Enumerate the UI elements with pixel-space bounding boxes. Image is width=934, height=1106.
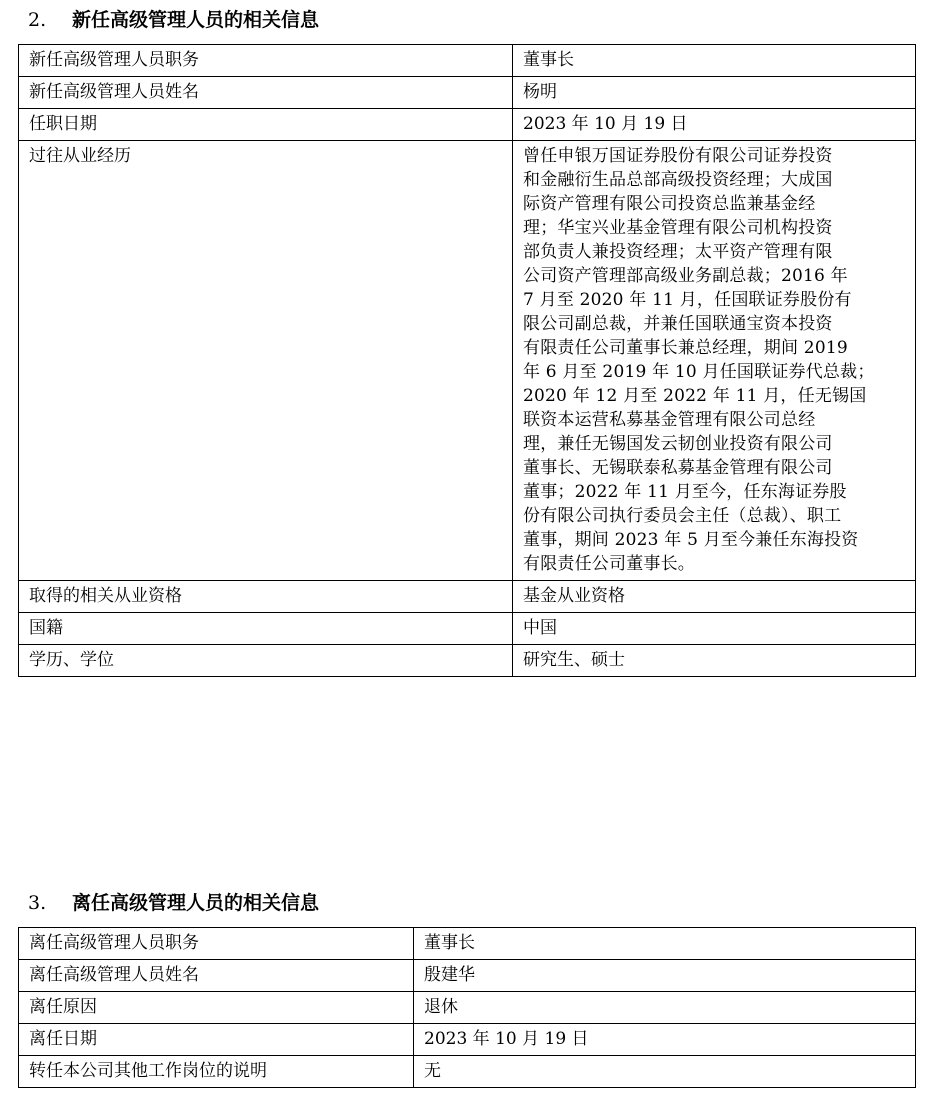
history-line: 年 6 月至 2019 年 10 月任国联证券代总裁； [523,362,875,382]
table-row [19,77,916,109]
history-line: 联资本运营私募基金管理有限公司总经 [523,410,816,430]
row-label: 新任高级管理人员姓名 [19,77,513,109]
row-value: 董事长 [513,45,916,77]
section-3-heading [28,891,319,915]
row-value: 无 [414,1056,916,1088]
section-number: 2. [28,9,47,31]
row-label: 过往从业经历 [19,141,513,581]
section-2-heading [28,8,319,32]
row-value: 中国 [513,613,916,645]
history-line: 董事，期间 2023 年 5 月至今兼任东海投资 [523,530,859,550]
row-value: 基金从业资格 [513,581,916,613]
section-number: 3. [28,892,47,914]
new-manager-table [18,44,916,677]
row-label: 国籍 [19,613,513,645]
history-line: 2020 年 12 月至 2022 年 11 月，任无锡国 [523,386,867,406]
departing-manager-table [18,927,916,1088]
career-history-value [513,141,916,581]
row-label: 取得的相关从业资格 [19,581,513,613]
history-line: 董事长、无锡联泰私募基金管理有限公司 [523,458,833,478]
history-line: 限公司副总裁，并兼任国联通宝资本投资 [523,314,833,334]
history-line: 董事；2022 年 11 月至今，任东海证券股 [523,482,847,502]
history-line: 有限责任公司董事长。 [523,554,695,574]
table-row [19,45,916,77]
row-value: 2023 年 10 月 19 日 [414,1024,916,1056]
table-row [19,613,916,645]
section-title: 离任高级管理人员的相关信息 [72,892,320,914]
row-label: 学历、学位 [19,645,513,677]
row-value: 研究生、硕士 [513,645,916,677]
row-label: 离任高级管理人员姓名 [19,960,414,992]
table-row [19,1056,916,1088]
row-label: 离任日期 [19,1024,414,1056]
history-line: 理；华宝兴业基金管理有限公司机构投资 [523,218,833,238]
table-row [19,992,916,1024]
row-value: 退休 [414,992,916,1024]
history-line: 有限责任公司董事长兼总经理，期间 2019 [523,338,848,358]
row-value: 杨明 [513,77,916,109]
table-row [19,1024,916,1056]
row-label: 转任本公司其他工作岗位的说明 [19,1056,414,1088]
row-label: 新任高级管理人员职务 [19,45,513,77]
history-line: 际资产管理有限公司投资总监兼基金经 [523,194,816,214]
row-value: 董事长 [414,928,916,960]
table-row [19,960,916,992]
table-row [19,928,916,960]
history-line: 部负责人兼投资经理；太平资产管理有限 [523,242,833,262]
history-line: 理，兼任无锡国发云韧创业投资有限公司 [523,434,833,454]
table-row [19,645,916,677]
row-value: 2023 年 10 月 19 日 [513,109,916,141]
section-title: 新任高级管理人员的相关信息 [72,9,320,31]
history-line: 曾任申银万国证券股份有限公司证券投资 [523,146,833,166]
history-line: 份有限公司执行委员会主任（总裁）、职工 [523,506,842,526]
history-line: 和金融衍生品总部高级投资经理；大成国 [523,170,833,190]
table-row [19,141,916,581]
table-row [19,581,916,613]
history-line: 7 月至 2020 年 11 月，任国联证券股份有 [523,290,852,310]
row-value: 殷建华 [414,960,916,992]
row-label: 任职日期 [19,109,513,141]
table-row [19,109,916,141]
row-label: 离任原因 [19,992,414,1024]
history-line: 公司资产管理部高级业务副总裁；2016 年 [523,266,848,286]
row-label: 离任高级管理人员职务 [19,928,414,960]
